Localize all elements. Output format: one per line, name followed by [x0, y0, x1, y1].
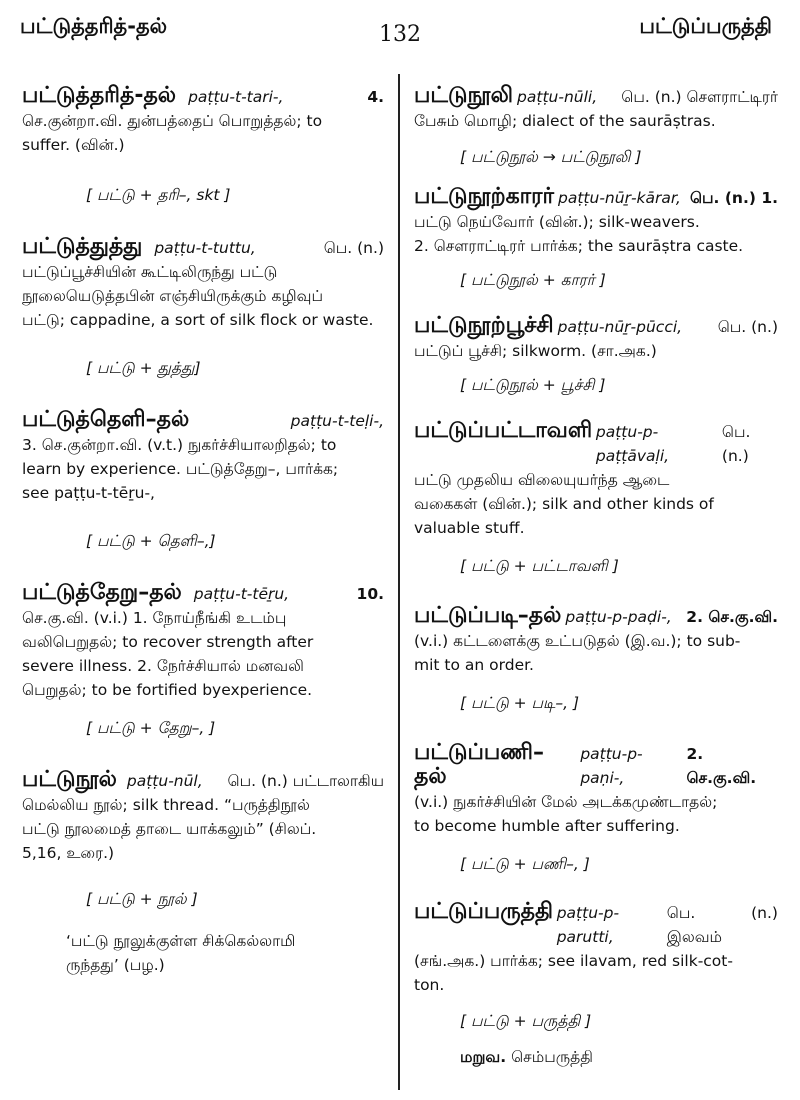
- entry-definition-line: பட்டு நெய்வோர் (வின்.); silk-weavers.: [414, 213, 700, 231]
- entry-headword: பட்டுத்தெளி–தல்: [22, 407, 190, 432]
- entry-transliteration: paṭṭu-p-parutti,: [556, 904, 620, 946]
- entry-headword: பட்டுநூற்காரர்: [414, 184, 555, 209]
- entry-grammar: 4.: [367, 88, 384, 106]
- entry-grammar: பெ. (n.): [721, 423, 751, 465]
- entry-transliteration: paṭṭu-nūṟ-pūcci,: [557, 318, 683, 336]
- entry-definition-line: பேசும் மொழி; dialect of the saurāṣtras.: [414, 112, 716, 130]
- entry-definition-line: mit to an order.: [414, 656, 534, 674]
- entry-definition-line: 2. சௌராட்டிரர் பார்க்க; the saurāṣtra caste.: [414, 237, 744, 255]
- entry-headword: பட்டுத்தரித்-தல்: [22, 83, 177, 108]
- entry-definition-line: to become humble after suffering.: [414, 817, 680, 835]
- right-column: [414, 80, 778, 1069]
- synonym-label: மறுவ.: [460, 1048, 507, 1066]
- entry-definition-line: செ.கு.வி. (v.i.) 1. நோய்நீங்கி உடம்பு: [22, 609, 287, 627]
- entry-headword: பட்டுப்பட்டாவளி: [414, 418, 593, 443]
- dictionary-entry: [22, 581, 384, 740]
- entry-etymology: [ பட்டுநூல் → பட்டுநூலி ]: [460, 148, 642, 166]
- entry-definition-line: see paṭṭu-t-tēṟu-,: [22, 484, 155, 502]
- synonym-value: செம்பருத்தி: [511, 1048, 593, 1066]
- entry-transliteration: paṭṭu-t-teḷi-,: [290, 412, 384, 430]
- left-column: [22, 80, 384, 977]
- entry-grammar: 2. செ.கு.வி.: [686, 608, 778, 626]
- entry-transliteration: paṭṭu-nūl,: [126, 772, 203, 790]
- entry-definition-line: வகைகள் (வின்.); silk and other kinds of: [414, 495, 714, 513]
- dictionary-entry: [414, 185, 778, 292]
- entry-etymology: [ பட்டுநூல் + பூச்சி ]: [460, 376, 606, 394]
- entry-definition-line: பட்டுப் பூச்சி; silkworm. (சா.அக.): [414, 342, 657, 360]
- entry-definition-line: (சங்.அக.) பார்க்க; see ilavam, red silk-cot-: [414, 952, 733, 970]
- entry-transliteration: paṭṭu-t-tuttu,: [154, 239, 256, 257]
- page-number: 132: [379, 22, 421, 47]
- entry-definition-line: மெல்லிய நூல்; silk thread. “பருத்திநூல்: [22, 796, 310, 814]
- dictionary-entry: [414, 84, 778, 169]
- entry-grammar: பெ. (n.) பட்டாலாகிய: [227, 772, 384, 790]
- dictionary-entry: [22, 768, 384, 977]
- entry-grammar: பெ. (n.) இலவம்: [666, 904, 778, 946]
- entry-etymology: [ பட்டு + தெளி–,]: [86, 532, 216, 550]
- entry-etymology: [ பட்டு + படி–, ]: [460, 694, 580, 712]
- entry-etymology: [ பட்டு + பட்டாவளி ]: [460, 557, 619, 575]
- entry-definition-line: பட்டு முதலிய விலையுயர்ந்த ஆடை: [414, 471, 670, 489]
- dictionary-entry: [22, 408, 384, 553]
- dictionary-entry: [22, 84, 384, 207]
- entry-proverb-line: ருந்தது’ (பழ.): [66, 956, 165, 974]
- entry-transliteration: paṭṭu-t-tēṟu,: [193, 585, 290, 603]
- entry-etymology: [ பட்டுநூல் + காரர் ]: [460, 271, 606, 289]
- page-header: [0, 0, 800, 62]
- dictionary-entry: [414, 900, 778, 1069]
- dictionary-entry: [22, 235, 384, 380]
- left-guide-word: பட்டுத்தரித்-தல்: [20, 14, 168, 38]
- entry-definition-line: valuable stuff.: [414, 519, 525, 537]
- entry-etymology: [ பட்டு + நூல் ]: [86, 890, 198, 908]
- entry-definition-line: ton.: [414, 976, 445, 994]
- entry-definition-line: பட்டு; cappadine, a sort of silk flock or waste.: [22, 311, 374, 329]
- entry-grammar: 10.: [356, 585, 384, 603]
- entry-grammar: பெ. (n.) சௌராட்டிரர்: [621, 88, 778, 106]
- entry-grammar: பெ. (n.): [717, 318, 778, 336]
- entry-transliteration: paṭṭu-t-tari-,: [188, 88, 284, 106]
- entry-etymology: [ பட்டு + துத்து]: [86, 359, 201, 377]
- entry-transliteration: paṭṭu-p-paṭṭāvaḷi,: [595, 423, 670, 465]
- entry-definition-line: (v.i.) நுகர்ச்சியின் மேல் அடக்கமுண்டாதல்;: [414, 793, 718, 811]
- entry-grammar: 2. செ.கு.வி.: [686, 745, 757, 787]
- entry-definition-line: செ.குன்றா.வி. துன்பத்தைப் பொறுத்தல்; to: [22, 112, 323, 130]
- entry-transliteration: paṭṭu-nūṟ-kārar,: [558, 189, 681, 207]
- entry-definition-line: நூலையெடுத்தபின் எஞ்சியிருக்கும் கழிவுப்: [22, 287, 323, 305]
- entry-transliteration: paṭṭu-nūli,: [517, 88, 598, 106]
- entry-transliteration: paṭṭu-p-paṇi-,: [580, 745, 643, 787]
- entry-headword: பட்டுத்தேறு–தல்: [22, 580, 182, 605]
- entry-definition-line: 5,16, உரை.): [22, 844, 115, 862]
- entry-definition-line: severe illness. 2. நேர்ச்சியால் மனவலி: [22, 657, 304, 675]
- dictionary-entry: [414, 419, 778, 578]
- entry-definition-line: பெறுதல்; to be fortified byexperience.: [22, 681, 313, 699]
- entry-synonym: [414, 1045, 778, 1069]
- dictionary-entry: [414, 604, 778, 715]
- entry-etymology: [ பட்டு + தேறு–, ]: [86, 719, 216, 737]
- dictionary-entry: [414, 314, 778, 397]
- entry-grammar: பெ. (n.) 1.: [689, 189, 778, 207]
- entry-definition-line: பட்டுப்பூச்சியின் கூட்டிலிருந்து பட்டு: [22, 263, 278, 281]
- entry-headword: பட்டுப்பணி–தல்: [414, 740, 544, 789]
- entry-definition-line: suffer. (வின்.): [22, 136, 125, 154]
- entry-grammar: பெ. (n.): [323, 239, 384, 257]
- entry-headword: பட்டுப்பருத்தி: [414, 899, 554, 924]
- right-guide-word: பட்டுப்பருத்தி: [639, 14, 772, 38]
- entry-transliteration: paṭṭu-p-paḍi-,: [565, 608, 672, 626]
- entry-headword: பட்டுத்துத்து: [22, 234, 143, 259]
- entry-definition-line: பட்டு நூலமைத் தாடை யாக்கலும்” (சிலப்.: [22, 820, 317, 838]
- entry-etymology: [ பட்டு + பணி–, ]: [460, 855, 590, 873]
- entry-etymology: [ பட்டு + பருத்தி ]: [460, 1012, 592, 1030]
- entry-headword: பட்டுநூல்: [22, 767, 117, 792]
- entry-proverb-line: ‘பட்டு நூலுக்குள்ள சிக்கெல்லாமி: [66, 932, 296, 950]
- entry-etymology: [ பட்டு + தரி–, skt ]: [86, 186, 231, 204]
- entry-headword: பட்டுநூலி: [414, 83, 514, 108]
- column-divider: [398, 74, 400, 1090]
- entry-definition-line: வலிபெறுதல்; to recover strength after: [22, 633, 314, 651]
- entry-headword: பட்டுநூற்பூச்சி: [414, 313, 554, 338]
- entry-definition-line: 3. செ.குன்றா.வி. (v.t.) நுகர்ச்சியாலறிதல்; to: [22, 436, 337, 454]
- entry-definition-line: learn by experience. பட்டுத்தேறு–, பார்க்க;: [22, 460, 339, 478]
- entry-definition-line: (v.i.) கட்டளைக்கு உட்படுதல் (இ.வ.); to sub-: [414, 632, 741, 650]
- entry-headword: பட்டுப்படி–தல்: [414, 603, 562, 628]
- dictionary-entry: [414, 741, 778, 876]
